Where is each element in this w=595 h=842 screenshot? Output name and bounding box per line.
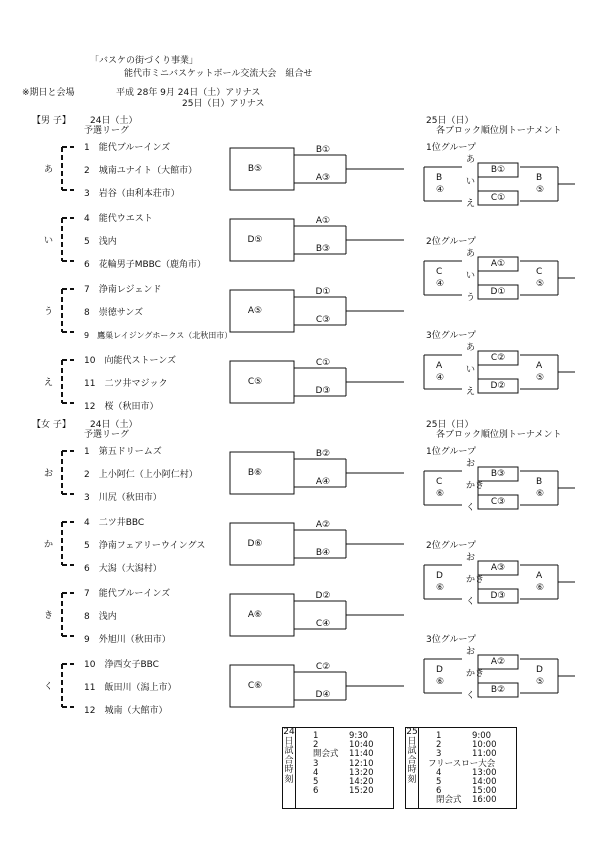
team-name: 2 上小阿仁（上小阿仁村） xyxy=(84,470,198,480)
tournament-right-num: ⑥ xyxy=(536,583,545,593)
bracket-top-label: A② xyxy=(315,520,331,530)
boys-section-label: 【男 子】 xyxy=(32,116,71,126)
girls-day1-date: 24日（土） xyxy=(90,420,138,430)
tournament-group-3: く xyxy=(466,503,476,513)
tournament-group-title: 2位グループ xyxy=(426,237,477,247)
schedule-label: 開会式 xyxy=(313,749,339,760)
team-name: 11 飯田川（潟上市） xyxy=(84,683,177,693)
schedule-label: 閉会式 xyxy=(436,795,462,806)
tournament-left-seed: D xyxy=(436,665,443,675)
bracket-top-label: B② xyxy=(315,449,331,459)
tournament-group-2: い xyxy=(466,271,476,281)
team-name: 4 能代ウエスト xyxy=(84,214,153,224)
team-name: 8 浅内 xyxy=(84,612,117,622)
team-name: 12 城南（大館市） xyxy=(84,706,168,716)
bracket-bottom-label: D④ xyxy=(315,690,331,700)
tournament-right-num: ⑥ xyxy=(536,489,545,499)
tournament-group-2: かき xyxy=(466,669,485,679)
schedule-time: 16:00 xyxy=(472,795,497,806)
tournament-group-3: う xyxy=(466,293,476,303)
boys-day1-date: 24日（土） xyxy=(90,116,138,126)
date-line-2: 25日（日）アリナス xyxy=(182,99,265,109)
tournament-mid-bottom: D② xyxy=(490,381,506,391)
team-name: 6 花輪男子MBBC（鹿角市） xyxy=(84,260,206,270)
tournament-left-num: ⑥ xyxy=(436,583,445,593)
schedule-label: 3 xyxy=(436,749,442,760)
tournament-right-seed: B xyxy=(536,173,543,183)
team-name: 2 城南ユナイト（大館市） xyxy=(84,166,198,176)
schedule-time: 13:20 xyxy=(349,767,374,778)
schedule-24-header: 24 日 試 合 時 刻 xyxy=(283,728,296,808)
tournament-group-1: お xyxy=(466,647,476,657)
tournament-mid-bottom: C③ xyxy=(490,497,506,507)
tournament-mid-top: A② xyxy=(490,657,506,667)
girls-day2-phase: 各ブロック順位別トーナメント xyxy=(436,430,562,440)
bracket-bottom-label: A④ xyxy=(315,477,331,487)
bracket-top-label: C② xyxy=(315,662,331,672)
schedule-time: 11:00 xyxy=(472,749,497,760)
girls-day1-phase: 予選リーグ xyxy=(84,430,130,440)
group-name: き xyxy=(44,611,54,621)
tournament-left-num: ⑥ xyxy=(436,489,445,499)
block-label: D⑤ xyxy=(247,235,263,245)
block-label: B⑤ xyxy=(247,164,263,174)
schedule-label: 1 xyxy=(313,731,319,741)
tournament-group-3: え xyxy=(466,387,476,397)
team-name: 1 能代ブルーインズ xyxy=(84,143,171,153)
block-label: D⑥ xyxy=(247,539,263,549)
group-name: う xyxy=(44,307,54,317)
group-name: お xyxy=(44,469,54,479)
group-name: か xyxy=(44,540,54,550)
tournament-mid-bottom: D③ xyxy=(490,591,506,601)
tournament-group-title: 1位グループ xyxy=(426,447,477,457)
team-name: 9 鷹巣レイジングホークス（北秋田市） xyxy=(84,331,233,340)
tournament-right-num: ⑤ xyxy=(536,279,545,289)
schedule-time: 12:10 xyxy=(349,758,374,769)
venue-label: ※期日と会場 xyxy=(22,88,75,98)
bracket-bottom-label: A③ xyxy=(315,173,331,183)
team-name: 12 桜（秋田市） xyxy=(84,402,159,412)
tournament-left-num: ④ xyxy=(436,279,445,289)
team-name: 5 浅内 xyxy=(84,237,117,247)
team-name: 8 崇徳サンズ xyxy=(84,308,144,318)
schedule-time: 13:00 xyxy=(472,767,497,778)
schedule-time: 9:00 xyxy=(472,731,492,741)
bracket-top-label: A① xyxy=(315,216,331,226)
schedule-time: 10:00 xyxy=(472,740,497,751)
tournament-group-title: 1位グループ xyxy=(426,143,477,153)
event-subtitle: 能代市ミニバスケットボール交流大会 組合せ xyxy=(124,69,313,79)
schedule-25-table xyxy=(405,727,517,809)
tournament-right-seed: A xyxy=(536,361,543,371)
schedule-label: 6 xyxy=(313,786,319,797)
tournament-mid-top: C② xyxy=(490,353,506,363)
schedule-time: 9:30 xyxy=(349,731,369,741)
team-name: 7 能代ブルーインズ xyxy=(84,589,171,599)
date-line-1: 平成 28年 9月 24日（土）アリナス xyxy=(116,88,261,98)
team-name: 10 浄西女子BBC xyxy=(84,660,159,670)
block-label: A⑥ xyxy=(247,610,263,620)
tournament-mid-top: A① xyxy=(490,259,506,269)
tournament-group-1: お xyxy=(466,553,476,563)
team-name: 3 岩谷（由利本荘市） xyxy=(84,189,180,199)
tournament-mid-top: A③ xyxy=(490,563,506,573)
tournament-left-seed: B xyxy=(436,173,443,183)
bracket-top-label: C① xyxy=(315,358,331,368)
schedule-25-header: 25 日 試 合 時 刻 xyxy=(406,728,419,808)
schedule-time: 10:40 xyxy=(349,740,374,751)
tournament-mid-bottom: D① xyxy=(490,287,506,297)
bracket-bottom-label: D③ xyxy=(315,386,331,396)
tournament-left-num: ④ xyxy=(436,185,445,195)
boys-day2-date: 25日（日） xyxy=(426,116,474,126)
tournament-group-2: かき xyxy=(466,575,485,585)
tournament-left-seed: A xyxy=(436,361,443,371)
schedule-time: 11:40 xyxy=(349,749,374,760)
tournament-mid-top: B① xyxy=(490,165,506,175)
block-label: B⑥ xyxy=(247,468,263,478)
schedule-label: 2 xyxy=(313,740,319,751)
block-label: C⑥ xyxy=(247,681,263,691)
bracket-top-label: B① xyxy=(315,145,331,155)
schedule-label: 3 xyxy=(313,758,319,769)
schedule-24-table xyxy=(282,727,394,809)
schedule-label: 4 xyxy=(436,767,442,778)
group-name: あ xyxy=(44,165,54,175)
tournament-left-seed: C xyxy=(436,477,443,487)
schedule-label: フリースロー大会 xyxy=(428,758,496,769)
tournament-group-1: お xyxy=(466,459,476,469)
schedule-label: 1 xyxy=(436,731,442,741)
bracket-bottom-label: C③ xyxy=(315,315,331,325)
tournament-right-num: ⑤ xyxy=(536,185,545,195)
schedule-label: 5 xyxy=(436,777,442,787)
bracket-bottom-label: B③ xyxy=(315,244,331,254)
tournament-right-seed: C xyxy=(536,267,543,277)
tournament-right-seed: B xyxy=(536,477,543,487)
tournament-left-num: ⑥ xyxy=(436,677,445,687)
tournament-mid-top: B③ xyxy=(490,469,506,479)
block-label: C⑤ xyxy=(247,377,263,387)
event-title: 「バスケの街づくり事業」 xyxy=(90,56,199,66)
team-name: 3 川尻（秋田市） xyxy=(84,493,162,503)
schedule-time: 14:20 xyxy=(349,777,374,787)
schedule-time: 15:20 xyxy=(349,786,374,797)
group-name: え xyxy=(44,378,54,388)
schedule-time: 14:00 xyxy=(472,777,497,787)
tournament-right-num: ⑤ xyxy=(536,373,545,383)
tournament-left-num: ④ xyxy=(436,373,445,383)
team-name: 11 二ツ井マジック xyxy=(84,379,168,389)
bracket-top-label: D① xyxy=(315,287,331,297)
tournament-group-title: 3位グループ xyxy=(426,635,477,645)
tournament-mid-bottom: B② xyxy=(490,685,506,695)
tournament-group-2: い xyxy=(466,365,476,375)
tournament-right-seed: A xyxy=(536,571,543,581)
girls-section-label: 【女 子】 xyxy=(32,420,71,430)
schedule-time: 15:00 xyxy=(472,786,497,797)
tournament-group-2: かき xyxy=(466,481,485,491)
schedule-label: 4 xyxy=(313,767,319,778)
bracket-top-label: D② xyxy=(315,591,331,601)
group-name: い xyxy=(44,236,54,246)
schedule-label: 6 xyxy=(436,786,442,797)
tournament-left-seed: C xyxy=(436,267,443,277)
tournament-group-3: く xyxy=(466,597,476,607)
tournament-group-3: え xyxy=(466,199,476,209)
team-name: 7 浄南レジェンド xyxy=(84,285,162,295)
tournament-group-2: い xyxy=(466,177,476,187)
boys-day2-phase: 各ブロック順位別トーナメント xyxy=(436,126,562,136)
schedule-label: 2 xyxy=(436,740,442,751)
tournament-group-1: あ xyxy=(466,155,476,165)
team-name: 6 大潟（大潟村） xyxy=(84,564,162,574)
tournament-group-1: あ xyxy=(466,343,476,353)
bracket-bottom-label: C④ xyxy=(315,619,331,629)
tournament-mid-bottom: C① xyxy=(490,193,506,203)
girls-day2-date: 25日（日） xyxy=(426,420,474,430)
team-name: 9 外旭川（秋田市） xyxy=(84,635,171,645)
bracket-bottom-label: B④ xyxy=(315,548,331,558)
boys-day1-phase: 予選リーグ xyxy=(84,126,130,136)
team-name: 10 向能代ストーンズ xyxy=(84,356,177,366)
block-label: A⑤ xyxy=(247,306,263,316)
tournament-group-3: く xyxy=(466,691,476,701)
schedule-label: 5 xyxy=(313,777,319,787)
tournament-right-seed: D xyxy=(536,665,543,675)
tournament-group-title: 2位グループ xyxy=(426,541,477,551)
team-name: 1 第五ドリームズ xyxy=(84,447,162,457)
tournament-right-num: ⑤ xyxy=(536,677,545,687)
group-name: く xyxy=(44,682,54,692)
tournament-left-seed: D xyxy=(436,571,443,581)
tournament-group-1: あ xyxy=(466,249,476,259)
team-name: 4 二ツ井BBC xyxy=(84,518,145,528)
team-name: 5 浄南フェアリーウイングス xyxy=(84,541,206,551)
tournament-group-title: 3位グループ xyxy=(426,331,477,341)
